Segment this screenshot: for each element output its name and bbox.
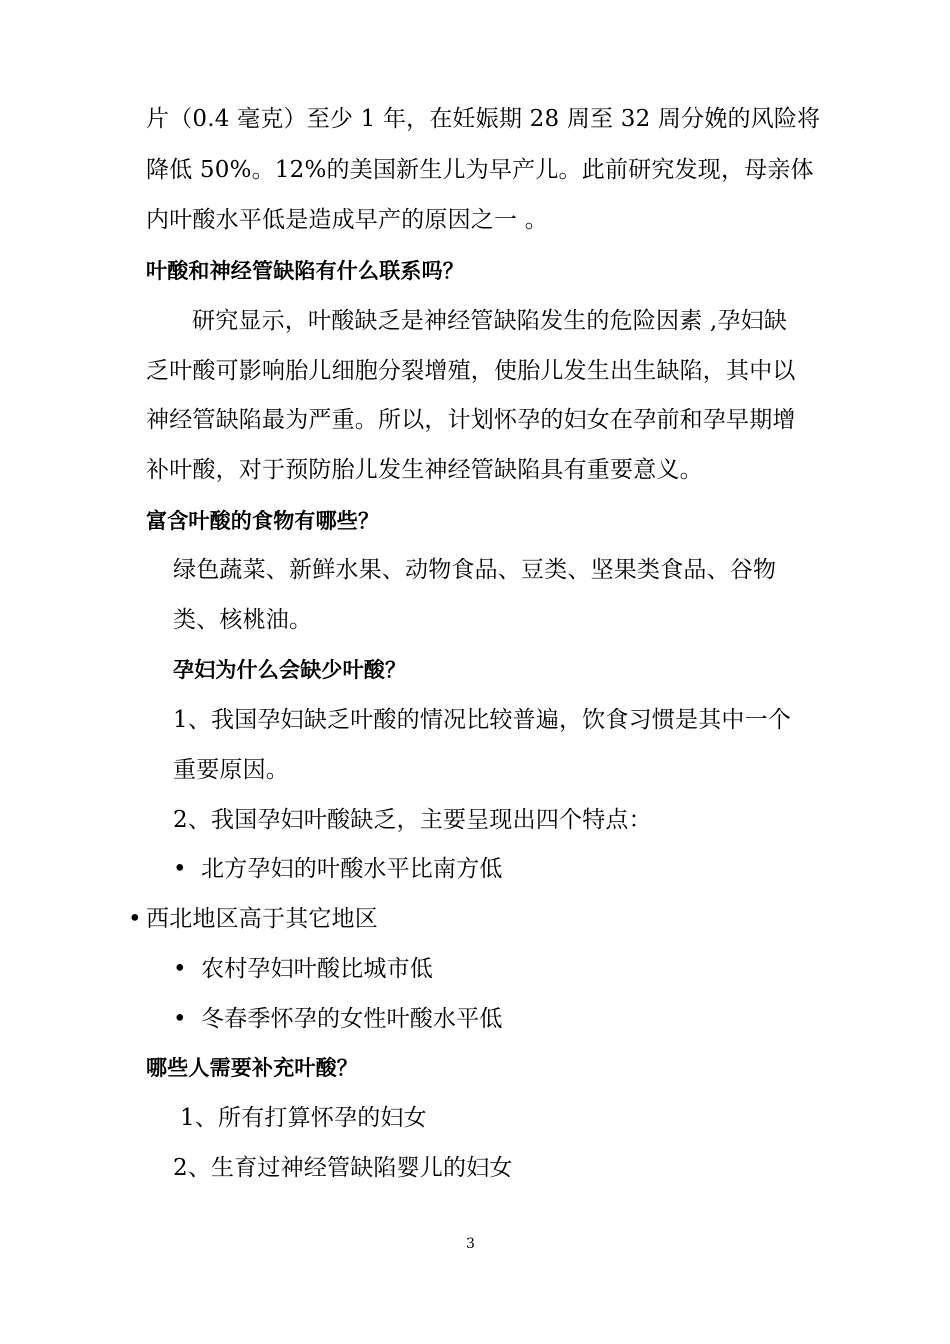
- paragraph-line: 内叶酸水平低是造成早产的原因之一 。: [146, 207, 548, 233]
- bullet-text: 西北地区高于其它地区: [146, 906, 378, 932]
- bullet-icon: •: [128, 906, 142, 932]
- paragraph-line: 降低 50%。12%的美国新生儿为早产儿。此前研究发现，母亲体: [146, 157, 814, 183]
- paragraph-line: 类、核桃油。: [173, 607, 313, 633]
- section-heading-foods: 富含叶酸的食物有哪些？: [146, 509, 380, 533]
- paragraph-line: 片（0.4 毫克）至少 1 年，在妊娠期 28 周至 32 周分娩的风险将: [146, 106, 821, 132]
- paragraph-line: 神经管缺陷最为严重。所以，计划怀孕的妇女在孕前和孕早期增: [146, 407, 796, 433]
- bullet-icon: •: [173, 1006, 187, 1032]
- list-item: 1、我国孕妇缺乏叶酸的情况比较普遍，饮食习惯是其中一个: [173, 707, 792, 733]
- list-item: 重要原因。: [173, 757, 289, 783]
- section-heading-neural-tube: 叶酸和神经管缺陷有什么联系吗？: [146, 259, 464, 283]
- section-heading-who: 哪些人需要补充叶酸？: [146, 1056, 358, 1080]
- bullet-text: 农村孕妇叶酸比城市低: [201, 956, 433, 982]
- paragraph-line: 研究显示，叶酸缺乏是神经管缺陷发生的危险因素 ,孕妇缺: [192, 308, 788, 334]
- bullet-icon: •: [173, 856, 187, 882]
- paragraph-line: 绿色蔬菜、新鲜水果、动物食品、豆类、坚果类食品、谷物: [173, 557, 777, 583]
- list-item: 1、所有打算怀孕的妇女: [180, 1105, 427, 1131]
- bullet-item: [173, 854, 503, 884]
- paragraph-line: 补叶酸，对于预防胎儿发生神经管缺陷具有重要意义。: [146, 457, 703, 483]
- bullet-text: 冬春季怀孕的女性叶酸水平低: [201, 1006, 503, 1032]
- bullet-item: [173, 954, 433, 984]
- page-number: 3: [466, 1236, 475, 1252]
- list-item: 2、生育过神经管缺陷婴儿的妇女: [173, 1155, 513, 1181]
- bullet-icon: •: [173, 956, 187, 982]
- paragraph-line: 乏叶酸可影响胎儿细胞分裂增殖，使胎儿发生出生缺陷，其中以: [146, 358, 796, 384]
- bullet-item: [128, 904, 378, 934]
- bullet-text: 北方孕妇的叶酸水平比南方低: [201, 856, 503, 882]
- bullet-item: [173, 1004, 503, 1034]
- section-heading-deficiency: 孕妇为什么会缺少叶酸？: [173, 658, 407, 682]
- list-item: 2、我国孕妇叶酸缺乏，主要呈现出四个特点：: [173, 807, 652, 833]
